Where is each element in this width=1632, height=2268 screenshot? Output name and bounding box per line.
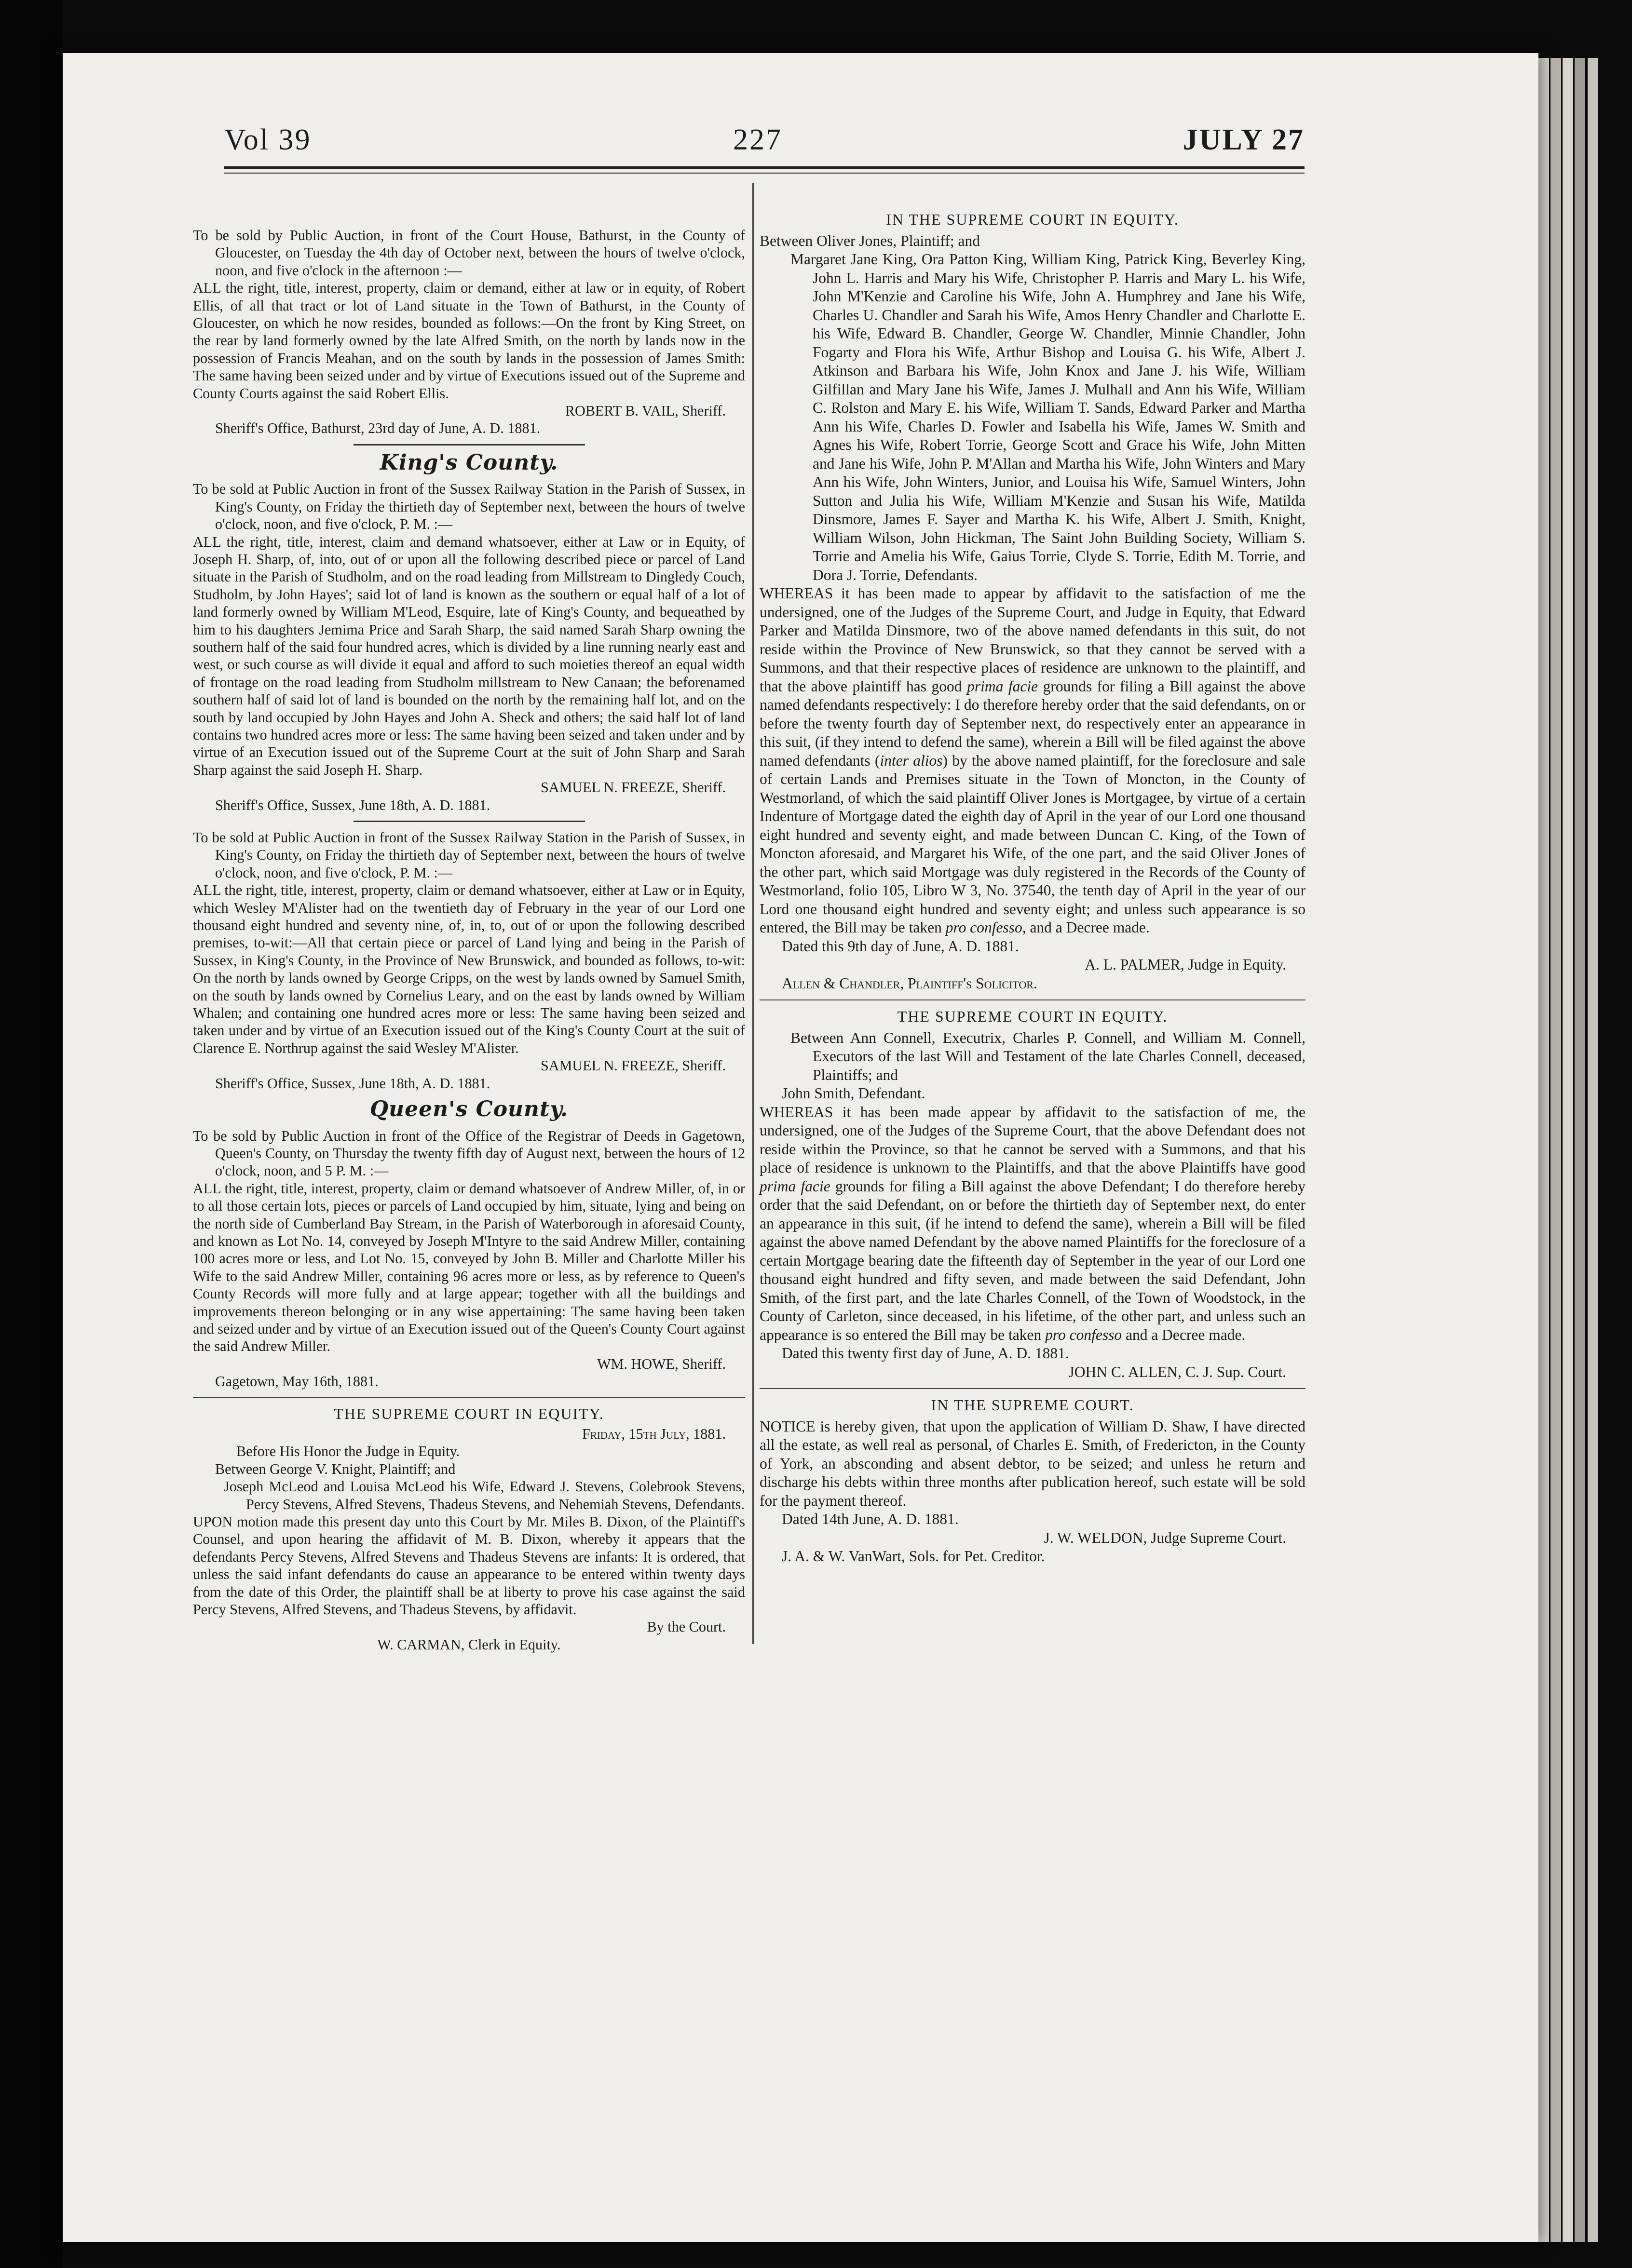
divider bbox=[760, 1388, 1306, 1389]
sheriff-office: Sheriff's Office, Bathurst, 23rd day of June, A. D. 1881. bbox=[215, 420, 541, 437]
latin-term: prima facie bbox=[967, 677, 1038, 695]
dated-line: Dated this 9th day of June, A. D. 1881. bbox=[782, 937, 1019, 955]
case-defendants: Joseph McLeod and Louisa McLeod his Wife, Edward J. Stevens, Colebrook Stevens, Percy Stevens, Alfred Stevens, Thadeus Stevens, and Nehemiah Stevens, Defendants. bbox=[224, 1478, 745, 1512]
right-column bbox=[760, 207, 1306, 1566]
latin-term: inter alios bbox=[880, 752, 943, 769]
page-edge bbox=[1563, 58, 1573, 2242]
divider bbox=[354, 821, 585, 822]
divider bbox=[193, 1397, 745, 1398]
book-spine bbox=[0, 0, 63, 2268]
notice-intro: To be sold at Public Auction in front of the Sussex Railway Station in the Parish of Sussex, in King's County, on Friday the thirtieth day of September next, between the hours of twelve o'clock, noon, and five o'clock, P. M. :— bbox=[193, 481, 745, 533]
notice-body: ALL the right, title, interest, property, claim or demand whatsoever of Andrew Miller, of, in or to all those certain lots, pieces or parcels of Land occupied by him, situate, lying and being on the north side of Cumberland Bay Stream, in the Parish of Waterborough in aforesaid County, and known as Lot No. 14, conveyed by Joseph M'Intyre to the said Andrew Miller, containing 100 acres more or less, and Lot No. 15, conveyed by John B. Miller and Charlotte Miller his Wife to the said Andrew Miller, containing 96 acres more or less, as by reference to Queen's County Records will more fully and at large appear; together with all the buildings and improvements thereon belonging or in any wise appertaining: The same having been taken and seized under and by virtue of an Execution issued out of the Queen's County Court against the said Andrew Miller. bbox=[193, 1180, 745, 1355]
order-text: WHEREAS it has been made appear by affidavit to the satisfaction of me, the undersigned, one of the Judges of the Supreme Court, that the above Defendant does not reside within the Province, so that he cannot be served with a Summons, and that his place of residence is unknown to the Plaintiffs, and that the above Plaintiffs have good bbox=[760, 1103, 1306, 1176]
sheriff-office: Gagetown, May 16th, 1881. bbox=[215, 1373, 379, 1390]
case-defendants: Margaret Jane King, Ora Patton King, William King, Patrick King, Beverley King, John L. Harris and Mary his Wife, Christopher P. Harris and Mary L. his Wife, John M'Kenzie and Caroline his Wife, John A. Humphrey and Jane his Wife, Charles U. Chandler and Sarah his Wife, Amos Henry Chandler and Charlotte E. his Wife, Edward B. Chandler, George W. Chandler, Minnie Chandler, John Fogarty and Flora his Wife, Arthur Bishop and Louisa G. his Wife, Albert J. Atkinson and Barbara his Wife, John Knox and Jane J. his Wife, William Gilfillan and Mary Jane his Wife, James J. Mulhall and Ann his Wife, William C. Rolston and Mary E. his Wife, William T. Sands, Edward Parker and Martha Ann his Wife, Charles D. Fowler and Isabella his Wife, James W. Smith and Agnes his Wife, Robert Torrie, George Scott and Grace his Wife, John Mitten and Jane his Wife, John P. M'Allan and Martha his Wife, John Winters and Mary Ann his Wife, John Winters, Junior, and Louisa his Wife, Samuel Winters, John Sutton and Julia his Wife, William M'Kenzie and Susan his Wife, Matilda Dinsmore, James F. Sayer and Martha K. his Wife, Albert J. Smith, Knight, William Wilson, John Hickman, The Saint John Building Society, William S. Torrie and Amelia his Wife, Gaius Torrie, Clyde S. Torrie, Edith M. Torrie, and Dora J. Torrie, Defendants. bbox=[790, 251, 1306, 583]
column-divider bbox=[752, 183, 754, 1644]
header-rule bbox=[224, 166, 1305, 169]
issue-date: JULY 27 bbox=[1183, 123, 1305, 156]
court-heading: THE SUPREME COURT IN EQUITY. bbox=[334, 1404, 604, 1422]
court-heading: IN THE SUPREME COURT. bbox=[931, 1396, 1134, 1414]
order-text: , and a Decree made. bbox=[1022, 919, 1150, 936]
judge-signature: A. L. PALMER, Judge in Equity. bbox=[1085, 956, 1286, 973]
order-text: grounds for filing a Bill against the above named defendants respectively: I do therefore hereby order that the said defendants, on or before the twenty fourth day of September next, do respectively enter an appearance in this suit, (if they intend to defend the same), wherein a Bill will be filed against the above named defendants ( bbox=[760, 677, 1306, 769]
order-body: UPON motion made this present day unto this Court by Mr. Miles B. Dixon, of the Plaintiff's Counsel, and upon hearing the affidavit of M. B. Dixon, whereby it appears that the defendants Percy Stevens, Alfred Stevens and Thadeus Stevens are infants: It is ordered, that unless the said infant defendants do cause an appearance to be entered within twenty days from the date of this Order, the plaintiff shall be at liberty to prove his case against the said Percy Stevens, Alfred Stevens, and Thadeus Stevens, by affidavit. bbox=[193, 1513, 745, 1618]
county-heading: King's County. bbox=[380, 450, 558, 475]
county-heading: Queen's County. bbox=[369, 1097, 569, 1122]
latin-term: prima facie bbox=[760, 1177, 830, 1195]
divider bbox=[760, 999, 1306, 1000]
court-heading: THE SUPREME COURT IN EQUITY. bbox=[897, 1008, 1168, 1025]
judge-signature: J. W. WELDON, Judge Supreme Court. bbox=[1044, 1529, 1286, 1546]
case-between: Between Oliver Jones, Plaintiff; and bbox=[760, 232, 980, 249]
solicitor-line: Allen & Chandler, Plaintiff's Solicitor. bbox=[782, 974, 1037, 992]
notice-body: ALL the right, title, interest, claim and demand whatsoever, either at Law or in Equity, of Joseph H. Sharp, of, into, out of or upon all the following described piece or parcel of Land situate in the Parish of Studholm, and on the road leading from Millstream to Dingledy Couch, Studholm, by John Hayes'; said lot of land is known as the southern or equal half of a lot of land formerly owned by William M'Leod, Esquire, late of King's County, and bequeathed by him to his daughters Jemima Price and Sarah Sharp, the said named Sarah Sharp owning the southern half of the said four hundred acres, which is divided by a line running nearly east and west, or such course as will divide it equal and afford to such moieties thereof an equal width of frontage on the road leading from Studholm millstream to New Canaan; the beforenamed southern half of said lot of land is bounded on the north by the remaining half lot, and on the south by land occupied by John Hayes and John A. Sheck and others; the said half lot of land contains two hundred acres more or less: The same having been seized and taken under and by virtue of an Execution issued out of the Supreme Court at the suit of John Sharp and Sarah Sharp against the said Joseph H. Sharp. bbox=[193, 533, 745, 778]
solicitor-line: J. A. & W. VanWart, Sols. for Pet. Creditor. bbox=[782, 1548, 1045, 1565]
case-defendant: John Smith, Defendant. bbox=[782, 1085, 925, 1102]
notice-body: NOTICE is hereby given, that upon the application of William D. Shaw, I have directed all the estate, as well real as personal, of Charles E. Smith, of Fredericton, in the County of York, an absconding and absent debtor, to be seized; and unless he return and discharge his debts within three months after publication hereof, such estate will be sold for the payment thereof. bbox=[760, 1418, 1306, 1509]
order-text: grounds for filing a Bill against the above Defendant; I do therefore hereby order that the said Defendant, on or before the thirtieth day of September next, do enter an appearance in this suit, (if he intend to defend the same), wherein a Bill will be filed against the above named Defendant by the above named Plaintiffs for the foreclosure of a certain Mortgage bearing date the fifteenth day of September in the year of our Lord one thousand eight hundred and fifty seven, and made between the said Defendant, John Smith, of the first part, and the late Charles Connell, of the Town of Woodstock, in the County of Carleton, since deceased, in his lifetime, of the other part, and unless such an appearance is so entered the Bill may be taken bbox=[760, 1177, 1306, 1343]
order-text: ) by the above named plaintiff, for the foreclosure and sale of certain Lands and Premises situate in the Town of Moncton, in the County of Westmorland, of which the said plaintiff Oliver Jones is Mortgagee, by virtue of a certain Indenture of Mortgage dated the eighth day of April in the year of our Lord one thousand eight hundred and seventy eight, and made between Duncan C. King, of the Town of Moncton aforesaid, and Margaret his Wife, of the one part, and the said Oliver Jones of the other part, which said Mortgage was duly registered in the Records of the County of Westmorland, folio 105, Libro W 3, No. 37540, the tenth day of April in the year of our Lord one thousand eight hundred and seventy eight; and unless such appearance is so entered, the Bill may be taken bbox=[760, 752, 1306, 936]
page-edge bbox=[1550, 58, 1561, 2242]
page-number: 227 bbox=[733, 123, 782, 156]
sheriff-signature: SAMUEL N. FREEZE, Sheriff. bbox=[540, 1057, 726, 1074]
sheriff-signature: WM. HOWE, Sheriff. bbox=[597, 1355, 726, 1372]
notice-body: ALL the right, title, interest, property, claim or demand, either at law or in equity, of Robert Ellis, of all that tract or lot of Land situate in the Town of Bathurst, in the County of Gloucester, on which he now resides, bounded as follows:—On the front by King Street, on the rear by land formerly owned by the late Alfred Smith, on the north by lands now in the possession of Francis Meahan, and on the south by lands in the possession of James Smith: The same having been seized under and by virtue of Executions issued out of the Supreme and County Courts against the said Robert Ellis. bbox=[193, 280, 745, 402]
sheriff-signature: ROBERT B. VAIL, Sheriff. bbox=[565, 403, 726, 419]
notice-body: ALL the right, title, interest, property, claim or demand whatsoever, either at Law or in Equity, which Wesley M'Alister had on the twentieth day of February in the year of our Lord one thousand eight hundred and seventy nine, of, in, to, out of or upon the following described premises, to-wit:—All that certain piece or parcel of Land lying and being in the Parish of Sussex, in King's County, in the Province of New Brunswick, and bounded as follows, to-wit: On the north by lands owned by George Cripps, on the west by lands owned by Samuel Smith, on the south by lands owned by Cornelius Leary, and on the east by lands owned by William Whalen; and containing one hundred acres more or less: The same having been seized and taken under and by virtue of an Execution issued out of the King's County Court at the suit of Clarence E. Northrup against the said Wesley M'Alister. bbox=[193, 882, 745, 1056]
dated-line: Dated this twenty first day of June, A. D. 1881. bbox=[782, 1345, 1069, 1362]
clerk-signature: W. CARMAN, Clerk in Equity. bbox=[377, 1636, 561, 1653]
latin-term: pro confesso bbox=[1045, 1326, 1122, 1343]
page-edge bbox=[1575, 58, 1585, 2242]
page-header bbox=[159, 123, 1305, 171]
order-text: and a Decree made. bbox=[1125, 1326, 1246, 1343]
notice-intro: To be sold at Public Auction in front of the Sussex Railway Station in the Parish of Sussex, in King's County, on Friday the thirtieth day of September next, between the hours of twelve o'clock, noon, and five o'clock, P. M. :— bbox=[193, 829, 745, 881]
latin-term: pro confesso bbox=[945, 919, 1022, 936]
before-judge: Before His Honor the Judge in Equity. bbox=[236, 1443, 460, 1460]
by-court: By the Court. bbox=[647, 1619, 726, 1635]
order-body bbox=[760, 584, 1306, 937]
sheriff-office: Sheriff's Office, Sussex, June 18th, A. D. 1881. bbox=[215, 796, 490, 813]
case-between: Between George V. Knight, Plaintiff; and bbox=[215, 1460, 456, 1477]
court-heading: IN THE SUPREME COURT IN EQUITY. bbox=[886, 211, 1179, 228]
divider bbox=[354, 444, 585, 446]
case-between: Between Ann Connell, Executrix, Charles P. Connell, and William M. Connell, Executors of the last Will and Testament of the late Charles Connell, deceased, Plaintiffs; and bbox=[790, 1029, 1306, 1083]
notice-intro: To be sold by Public Auction, in front of the Court House, Bathurst, in the County of Gloucester, on Tuesday the 4th day of October next, between the hours of twelve o'clock, noon, and five o'clock in the afternoon :— bbox=[193, 227, 745, 279]
sheriff-office: Sheriff's Office, Sussex, June 18th, A. D. 1881. bbox=[215, 1075, 490, 1092]
order-text: WHEREAS it has been made to appear by affidavit to the satisfaction of me the undersigned, one of the Judges of the Supreme Court, and Judge in Equity, that Edward Parker and Matilda Dinsmore, two of the above named defendants in this suit, do not reside within the Province of New Brunswick, so that they cannot be served with a Summons, and that their respective places of residence are unknown to the plaintiff, and that the above plaintiff has good bbox=[760, 585, 1306, 695]
page-edge bbox=[1588, 58, 1598, 2242]
order-body bbox=[760, 1103, 1306, 1345]
left-column bbox=[193, 227, 745, 1653]
notice-intro: To be sold by Public Auction in front of the Office of the Registrar of Deeds in Gagetown, Queen's County, on Thursday the twenty fifth day of August next, between the hours of 12 o'clock, noon, and 5 P. M. :— bbox=[193, 1127, 745, 1179]
volume-label: Vol 39 bbox=[224, 123, 312, 156]
header-rule bbox=[224, 173, 1305, 174]
page-edge bbox=[1538, 58, 1549, 2242]
order-date: Friday, 15th July, 1881. bbox=[582, 1426, 726, 1442]
dated-line: Dated 14th June, A. D. 1881. bbox=[782, 1511, 959, 1527]
judge-signature: JOHN C. ALLEN, C. J. Sup. Court. bbox=[1068, 1363, 1286, 1380]
sheriff-signature: SAMUEL N. FREEZE, Sheriff. bbox=[540, 779, 726, 796]
